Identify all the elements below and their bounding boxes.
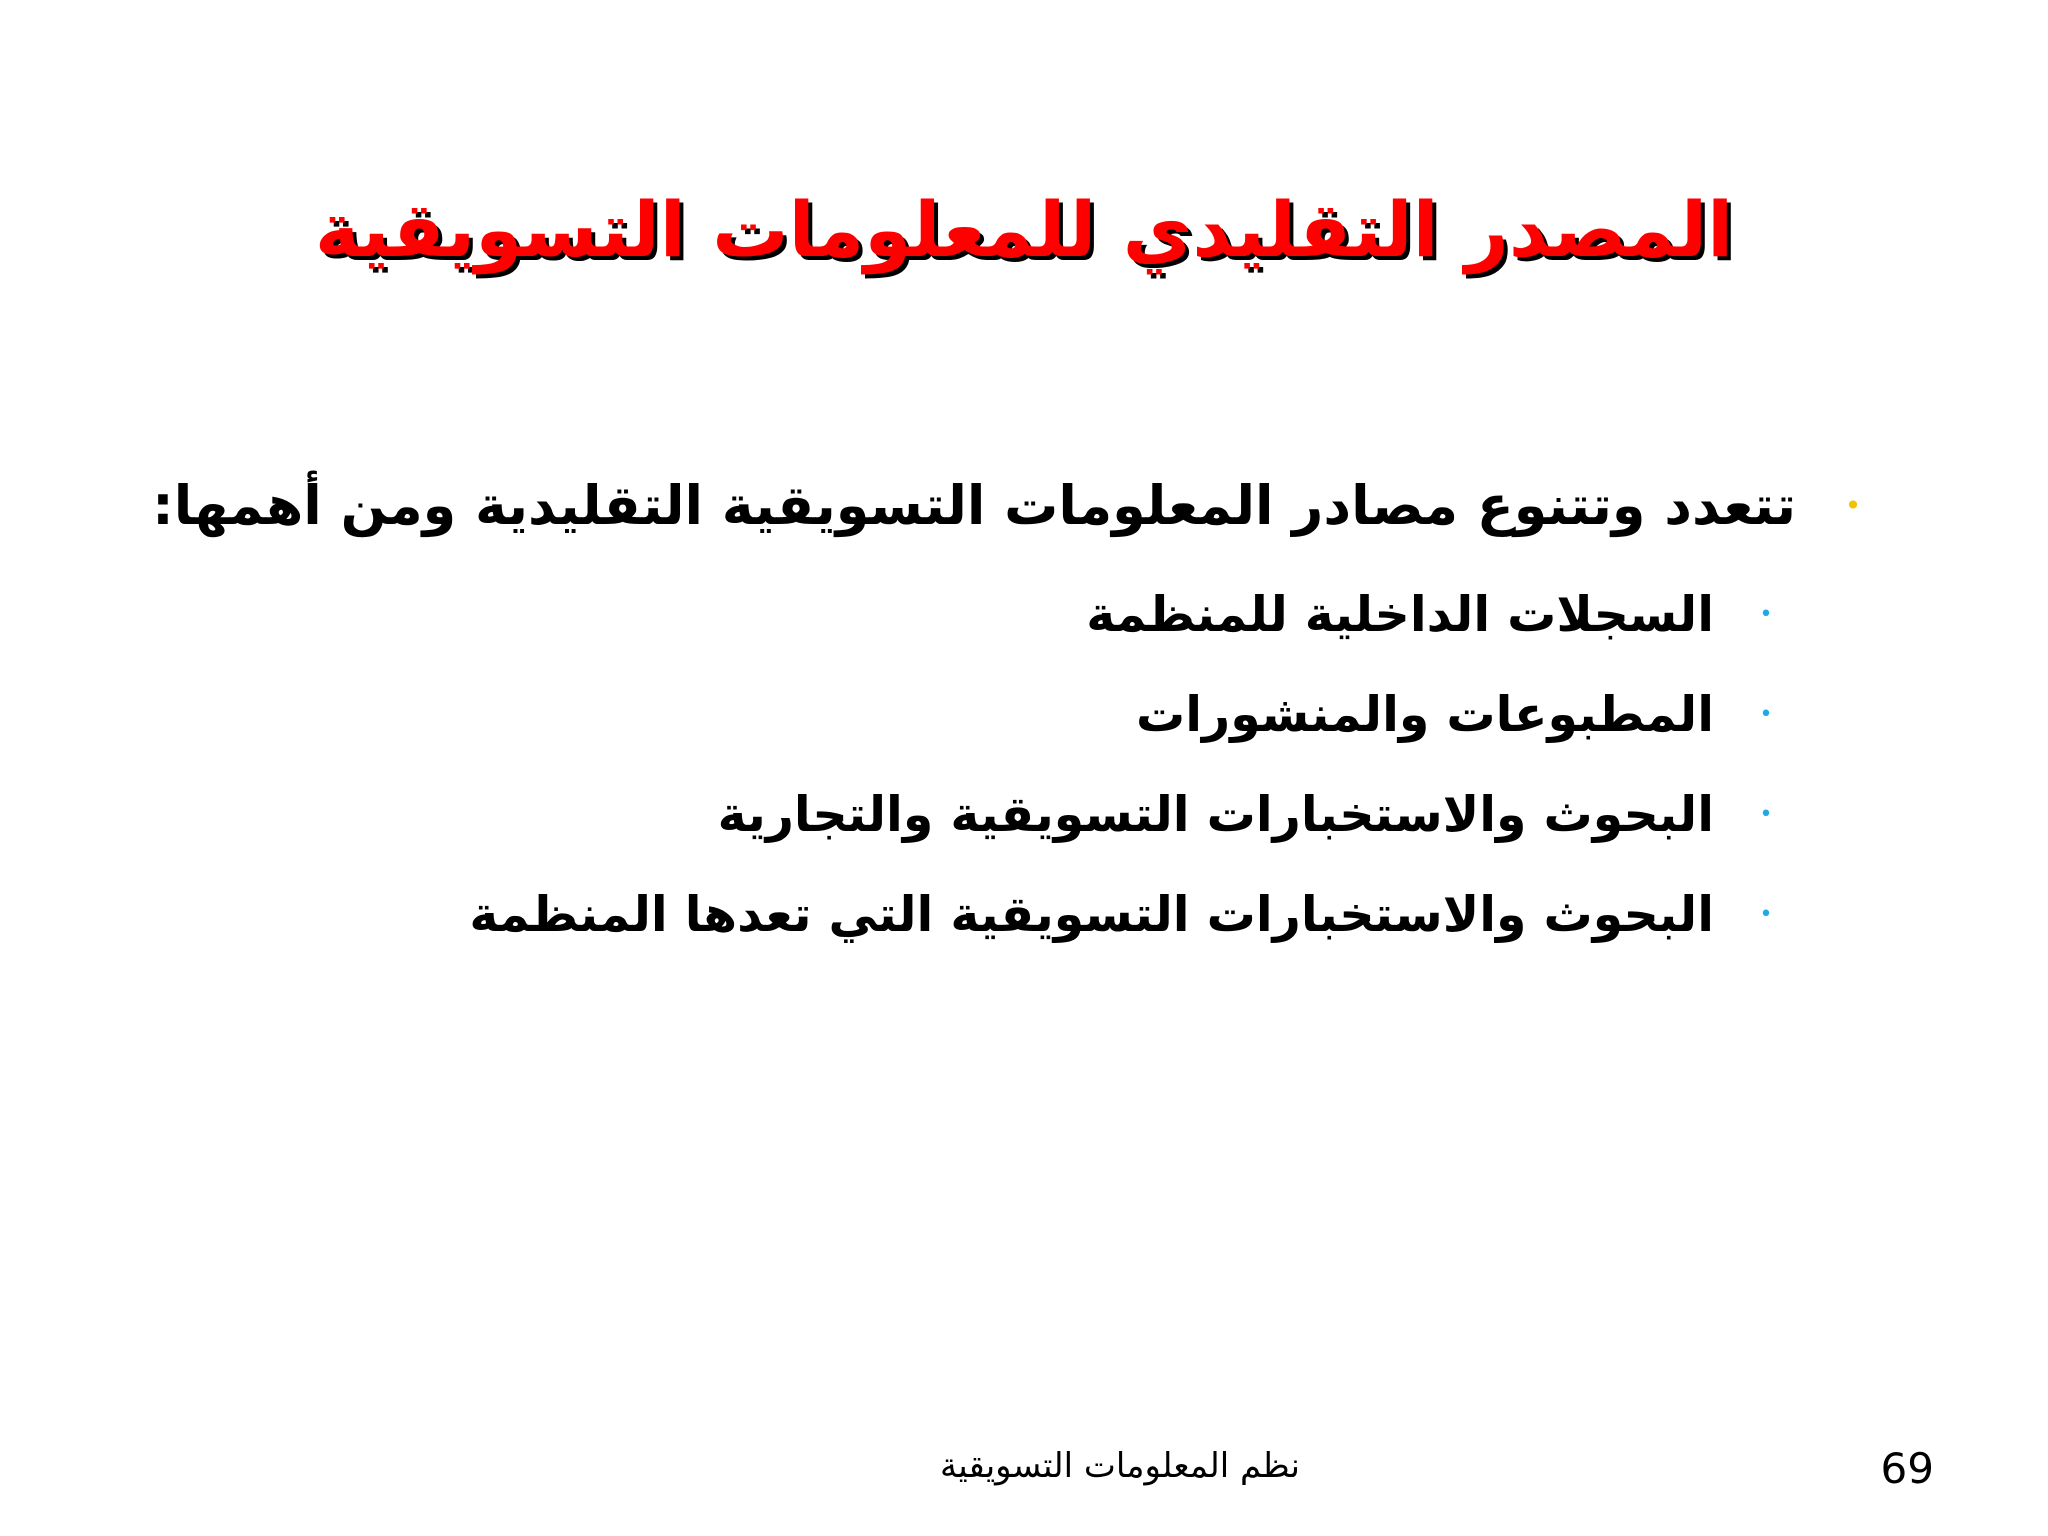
sub-point-text: البحوث والاستخبارات التسويقية التي تعدها المنظمة [469, 885, 1714, 943]
sub-bullet-icon: • [1759, 901, 1773, 927]
main-point [148, 462, 1868, 548]
main-point-text: تتعدد وتتنوع مصادر المعلومات التسويقية التقليدية ومن أهمها: [152, 473, 1796, 537]
main-bullet-icon: • [1844, 488, 1862, 522]
sub-point-text: المطبوعات والمنشورات [1136, 685, 1714, 743]
sub-point [148, 664, 1868, 764]
sub-point-text: السجلات الداخلية للمنظمة [1086, 585, 1714, 643]
slide-number: 69 [1880, 1444, 1934, 1493]
slide-content [148, 462, 1868, 964]
sub-point [148, 864, 1868, 964]
sub-bullet-icon: • [1759, 701, 1773, 727]
sub-point-list [148, 564, 1868, 964]
sub-point-text: البحوث والاستخبارات التسويقية والتجارية [717, 785, 1714, 843]
sub-bullet-icon: • [1759, 801, 1773, 827]
footer-title: نظم المعلومات التسويقية [940, 1446, 1300, 1486]
sub-point [148, 564, 1868, 664]
slide-title: المصدر التقليدي للمعلومات التسويقية [314, 185, 1734, 274]
sub-bullet-icon: • [1759, 601, 1773, 627]
sub-point [148, 764, 1868, 864]
